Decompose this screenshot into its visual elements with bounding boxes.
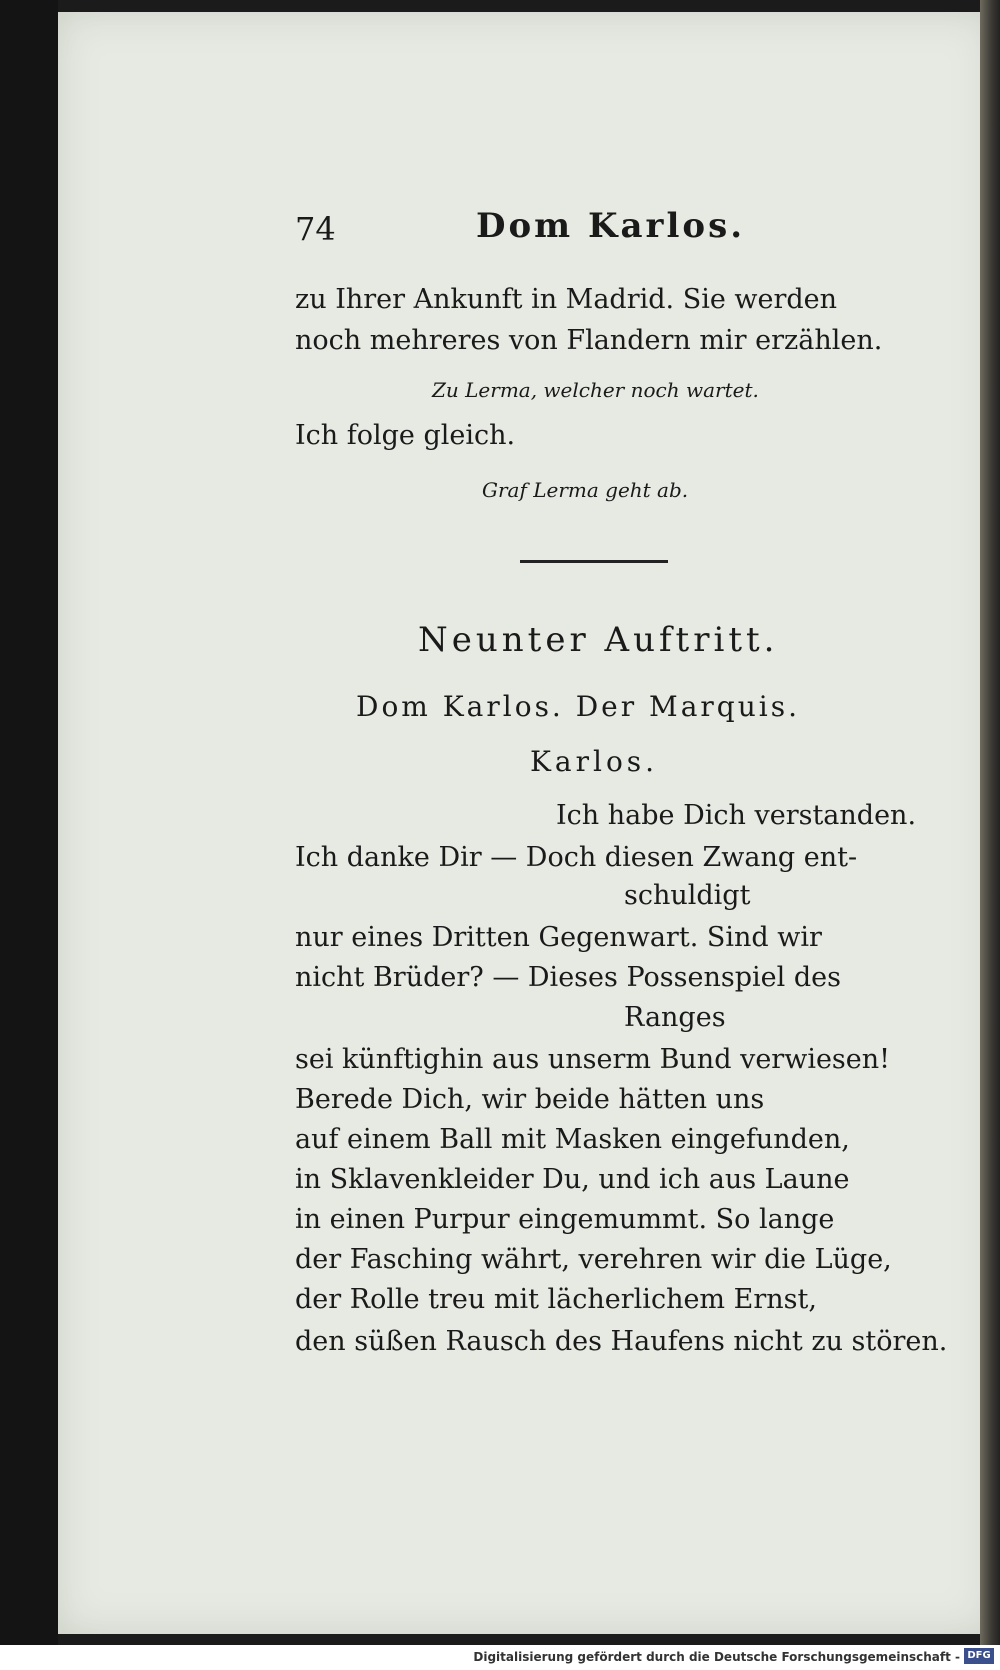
stage-direction: Zu Lerma, welcher noch wartet. — [432, 378, 759, 402]
text-line: noch mehreres von Flandern mir erzählen. — [295, 325, 883, 356]
verse-line: sei künftighin aus unserm Bund verwiesen! — [295, 1044, 891, 1075]
verse-line: der Fasching währt, verehren wir die Lüge, — [295, 1244, 892, 1275]
verse-line: der Rolle treu mit lächerlichem Ernst, — [295, 1284, 817, 1315]
verse-line: nicht Brüder? — Dieses Possenspiel des — [295, 962, 841, 993]
scene-persons: Dom Karlos. Der Marquis. — [356, 690, 800, 723]
section-divider — [520, 560, 668, 563]
speaker-name: Karlos. — [530, 745, 659, 778]
text-line: zu Ihrer Ankunft in Madrid. Sie werden — [295, 284, 838, 315]
verse-line: in einen Purpur eingemummt. So lange — [295, 1204, 835, 1235]
dfg-logo: DFG — [964, 1648, 994, 1664]
verse-line: Ich habe Dich verstanden. — [556, 800, 917, 831]
stage-direction: Graf Lerma geht ab. — [482, 478, 689, 502]
page-number: 74 — [295, 210, 336, 248]
verse-line: den süßen Rausch des Haufens nicht zu stören. — [295, 1326, 948, 1357]
running-title: Dom Karlos. — [476, 206, 746, 246]
verse-line: nur eines Dritten Gegenwart. Sind wir — [295, 922, 822, 953]
scan-left-margin — [0, 0, 58, 1645]
scene-title: Neunter Auftritt. — [418, 620, 779, 660]
verse-line: Ranges — [624, 1002, 726, 1033]
verse-line: auf einem Ball mit Masken eingefunden, — [295, 1124, 850, 1155]
text-line: Ich folge gleich. — [295, 420, 516, 451]
digitization-credit: Digitalisierung gefördert durch die Deutsche Forschungsgemeinschaft - — [473, 1650, 960, 1664]
verse-line: Berede Dich, wir beide hätten uns — [295, 1084, 765, 1115]
verse-line: schuldigt — [624, 880, 751, 911]
book-spine-edge — [980, 0, 1000, 1645]
verse-line: in Sklavenkleider Du, und ich aus Laune — [295, 1164, 850, 1195]
verse-line: Ich danke Dir — Doch diesen Zwang ent- — [295, 842, 858, 873]
